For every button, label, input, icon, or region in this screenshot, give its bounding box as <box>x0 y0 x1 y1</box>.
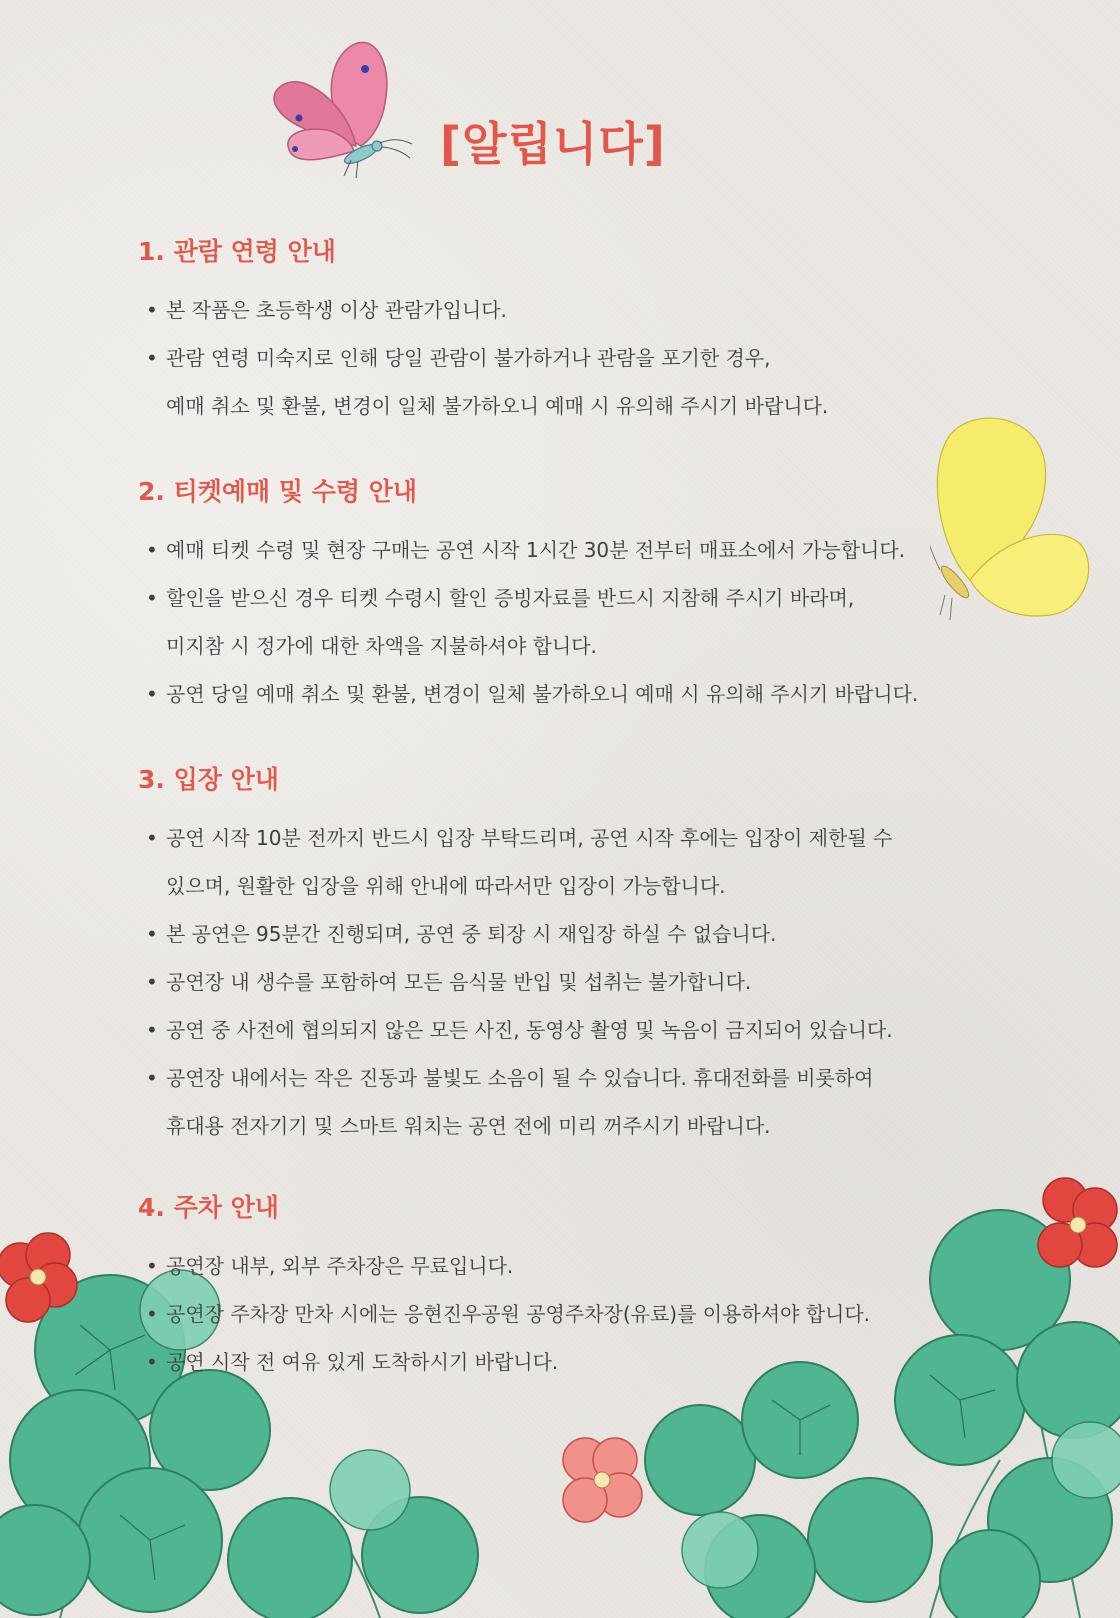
section-entry-guide <box>138 760 998 1150</box>
list-item: • 예매 티켓 수령 및 현장 구매는 공연 시작 1시간 30분 전부터 매표소에서 가능합니다. <box>138 526 998 574</box>
list-item: • 할인을 받으신 경우 티켓 수령시 할인 증빙자료를 반드시 지참해 주시기 바라며, 미지참 시 정가에 대한 차액을 지불하셔야 합니다. <box>138 574 998 670</box>
list-item: • 공연장 내 생수를 포함하여 모든 음식물 반입 및 섭취는 불가합니다. <box>138 958 998 1006</box>
section-age-guide <box>138 232 998 430</box>
list-item: • 공연 시작 전 여유 있게 도착하시기 바랍니다. <box>138 1338 998 1386</box>
section-heading: 1. 관람 연령 안내 <box>138 237 336 266</box>
list-item: • 공연 당일 예매 취소 및 환불, 변경이 일체 불가하오니 예매 시 유의해 주시기 바랍니다. <box>138 670 998 718</box>
list-item: • 공연장 내부, 외부 주차장은 무료입니다. <box>138 1242 998 1290</box>
list-item: • 관람 연령 미숙지로 인해 당일 관람이 불가하거나 관람을 포기한 경우, 예매 취소 및 환불, 변경이 일체 불가하오니 예매 시 유의해 주시기 바랍니다. <box>138 334 998 430</box>
list-item: • 공연장 주차장 만차 시에는 응현진우공원 공영주차장(유료)를 이용하셔야 합니다. <box>138 1290 998 1338</box>
section-ticket-guide <box>138 472 998 718</box>
section-heading: 2. 티켓예매 및 수령 안내 <box>138 477 418 506</box>
section-heading: 4. 주차 안내 <box>138 1193 279 1222</box>
section-parking-guide <box>138 1188 998 1386</box>
section-heading: 3. 입장 안내 <box>138 765 279 794</box>
list-item: • 공연 중 사전에 협의되지 않은 모든 사진, 동영상 촬영 및 녹음이 금지되어 있습니다. <box>138 1006 998 1054</box>
list-item: • 공연 시작 10분 전까지 반드시 입장 부탁드리며, 공연 시작 후에는 입장이 제한될 수 있으며, 원활한 입장을 위해 안내에 따라서만 입장이 가능합니다. <box>138 814 998 910</box>
pink-butterfly-icon <box>266 36 426 186</box>
list-item: • 본 공연은 95분간 진행되며, 공연 중 퇴장 시 재입장 하실 수 없습니다. <box>138 910 998 958</box>
list-item: • 본 작품은 초등학생 이상 관람가입니다. <box>138 286 998 334</box>
page-title: [알립니다] <box>440 117 666 171</box>
list-item: • 공연장 내에서는 작은 진동과 불빛도 소음이 될 수 있습니다. 휴대전화를 비롯하여 휴대용 전자기기 및 스마트 워치는 공연 전에 미리 꺼주시기 바랍니다. <box>138 1054 998 1150</box>
